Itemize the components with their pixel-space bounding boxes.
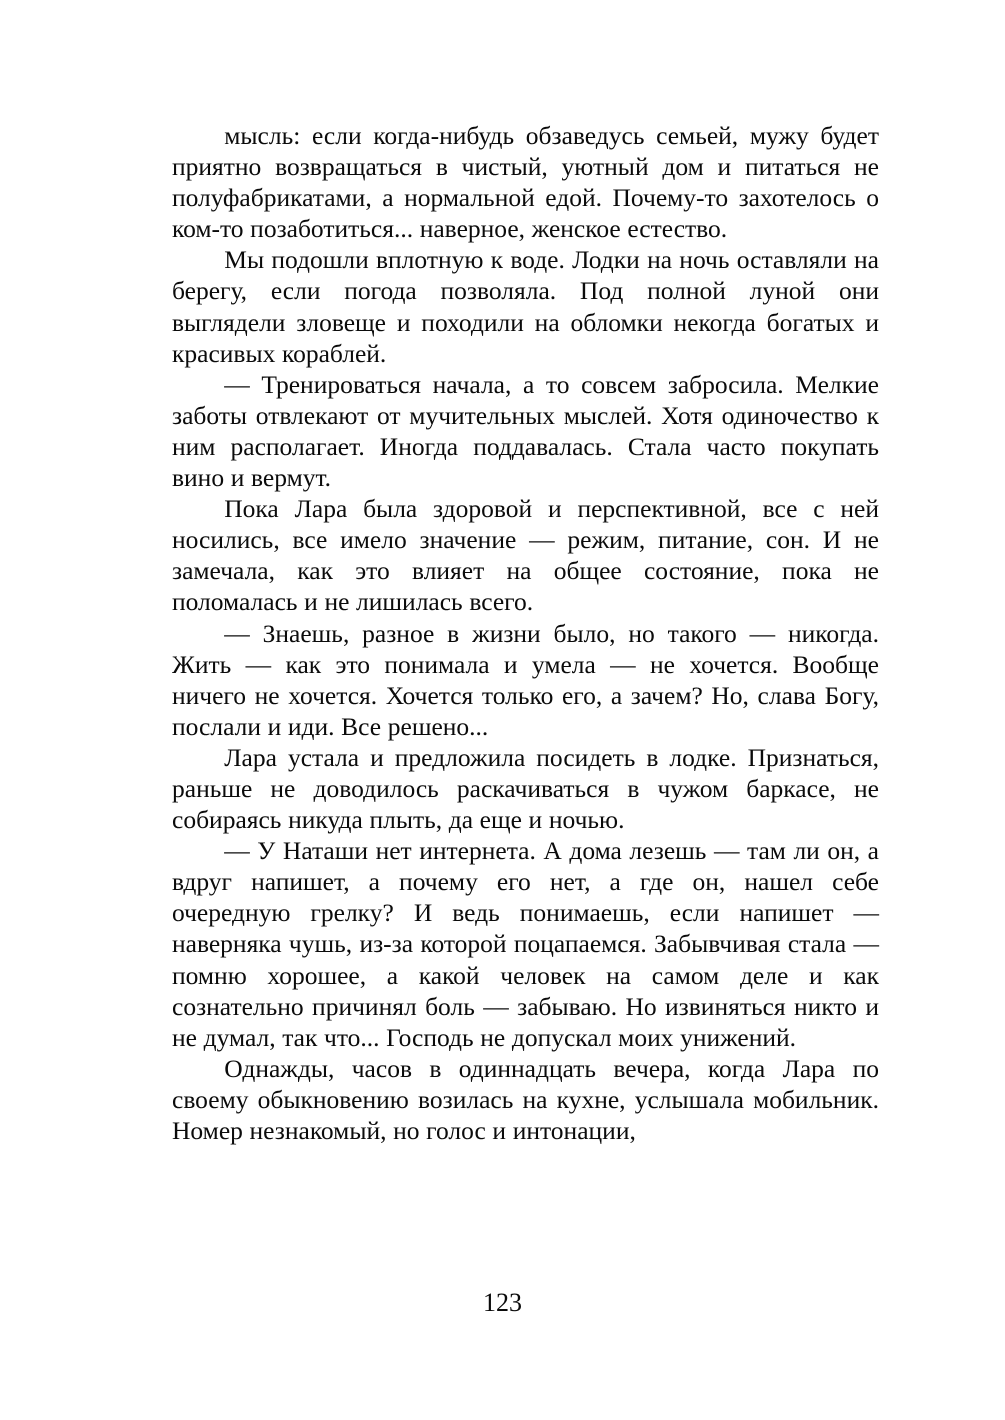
paragraph: — У Наташи нет интернета. А дома лезешь — там ли он, а вдруг напишет, а почему его нет, а где он, нашел себе очередную грелку? И ведь понимаешь, если напишет — наверняка чушь, из-за которой поцапаемся. Забывчивая стала — помню хорошее, а какой человек на самом деле и как сознательно причинял боль — забываю. Но извиняться никто и не думал, так что... Господь не допускал моих унижений. (172, 836, 879, 1052)
paragraph: Мы подошли вплотную к воде. Лодки на ночь оставляли на берегу, если погода позволяла. Под полной луной они выглядели зловеще и походили на обломки некогда богатых и красивых кораблей. (172, 245, 879, 368)
paragraph: Пока Лара была здоровой и перспективной, все с ней носились, все имело значение — режим, питание, сон. И не замечала, как это влияет на общее состояние, пока не поломалась и не лишилась всего. (172, 494, 879, 617)
paragraph: мысль: если когда-нибудь обзаведусь семьей, мужу будет приятно возвращаться в чистый, уютный дом и питаться не полуфабрикатами, а нормальной едой. Почему-то захотелось о ком-то позаботиться... наверное, женское естество. (172, 121, 879, 244)
paragraph: — Тренироваться начала, а то совсем забросила. Мелкие заботы отвлекают от мучительных мыслей. Хотя одиночество к ним располагает. Иногда поддавалась. Стала часто покупать вино и вермут. (172, 369, 879, 493)
paragraph: Лара устала и предложила посидеть в лодке. Признаться, раньше не доводилось раскачиваться в чужом баркасе, не собираясь никуда плыть, да еще и ночью. (172, 742, 879, 835)
page-number: 123 (483, 1288, 522, 1317)
paragraph: Однажды, часов в одиннадцать вечера, когда Лара по своему обыкновению возилась на кухне, услышала мобильник. Номер незнакомый, но голос и интонации, (172, 1053, 879, 1145)
page-text-body (172, 120, 879, 1146)
paragraph: — Знаешь, разное в жизни было, но такого — никогда. Жить — как это понимала и умела — не хочется. Вообще ничего не хочется. Хочется только его, а зачем? Но, слава Богу, послали и иди. Все решено... (172, 618, 879, 741)
